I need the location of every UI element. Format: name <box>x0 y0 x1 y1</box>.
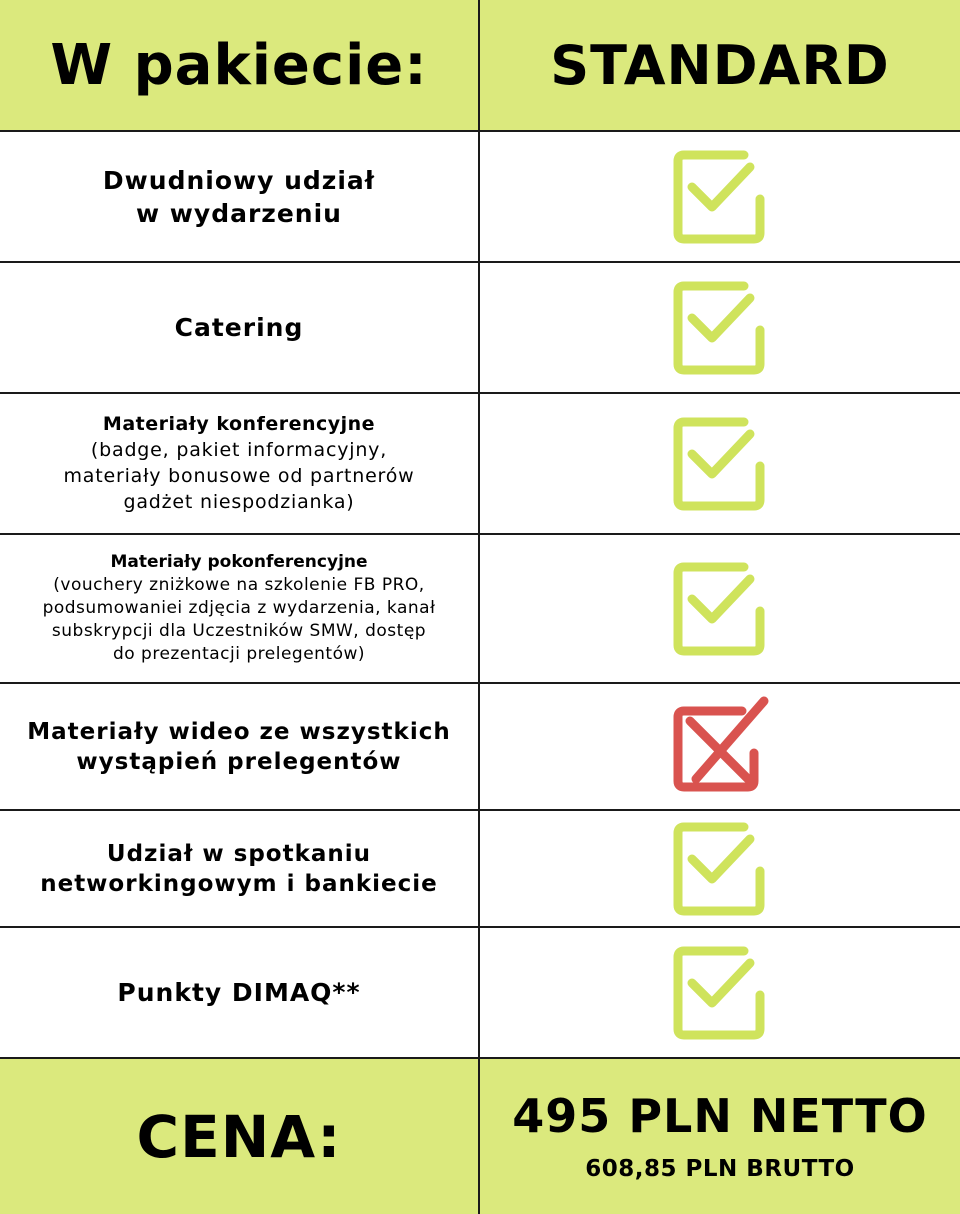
feature-line: Materiały wideo ze wszystkich <box>27 718 451 745</box>
feature-row <box>0 684 960 811</box>
status-cell <box>480 535 960 682</box>
feature-detail: (badge, pakiet informacyjny, <box>90 439 388 461</box>
status-cell <box>480 132 960 261</box>
price-row <box>0 1059 960 1214</box>
checkbox-checked-icon <box>670 943 770 1043</box>
price-label: CENA: <box>0 1059 480 1214</box>
feature-line: w wydarzeniu <box>136 198 342 228</box>
price-cell <box>480 1059 960 1214</box>
feature-title: Materiały konferencyjne <box>102 413 376 435</box>
status-cell <box>480 684 960 809</box>
feature-row <box>0 535 960 684</box>
feature-label <box>0 263 480 392</box>
feature-detail: subskrypcji dla Uczestników SMW, dostęp <box>51 621 427 641</box>
status-cell <box>480 394 960 533</box>
feature-label <box>0 535 480 682</box>
feature-label <box>0 811 480 926</box>
feature-line: Catering <box>174 313 304 342</box>
checkbox-crossed-icon <box>668 695 772 799</box>
checkbox-checked-icon <box>670 147 770 247</box>
feature-row <box>0 394 960 535</box>
feature-line: Dwudniowy udział <box>102 165 376 195</box>
price-net: 495 PLN NETTO <box>512 1088 928 1143</box>
status-cell <box>480 811 960 926</box>
checkbox-checked-icon <box>670 559 770 659</box>
header-title: W pakiecie: <box>0 0 480 130</box>
feature-line: networkingowym i bankiecie <box>40 870 438 897</box>
feature-line: Udział w spotkaniu <box>106 840 372 867</box>
feature-detail: (vouchery zniżkowe na szkolenie FB PRO, <box>53 575 425 595</box>
feature-label <box>0 684 480 809</box>
price-gross: 608,85 PLN BRUTTO <box>585 1155 855 1182</box>
feature-label <box>0 928 480 1057</box>
feature-line: Punkty DIMAQ** <box>117 978 361 1007</box>
status-cell <box>480 928 960 1057</box>
status-cell <box>480 263 960 392</box>
feature-detail: podsumowaniei zdjęcia z wydarzenia, kanał <box>42 598 436 618</box>
feature-label <box>0 132 480 261</box>
feature-detail: do prezentacji prelegentów) <box>112 644 366 664</box>
checkbox-checked-icon <box>670 414 770 514</box>
feature-label <box>0 394 480 533</box>
feature-row <box>0 263 960 394</box>
header-row <box>0 0 960 132</box>
feature-row <box>0 132 960 263</box>
package-name: STANDARD <box>550 33 890 97</box>
feature-detail: gadżet niespodzianka) <box>123 491 355 513</box>
feature-line: wystąpień prelegentów <box>76 748 402 775</box>
feature-row <box>0 811 960 928</box>
feature-row <box>0 928 960 1059</box>
feature-detail: materiały bonusowe od partnerów <box>63 465 415 487</box>
feature-title: Materiały pokonferencyjne <box>110 552 368 572</box>
checkbox-checked-icon <box>670 278 770 378</box>
checkbox-checked-icon <box>670 819 770 919</box>
